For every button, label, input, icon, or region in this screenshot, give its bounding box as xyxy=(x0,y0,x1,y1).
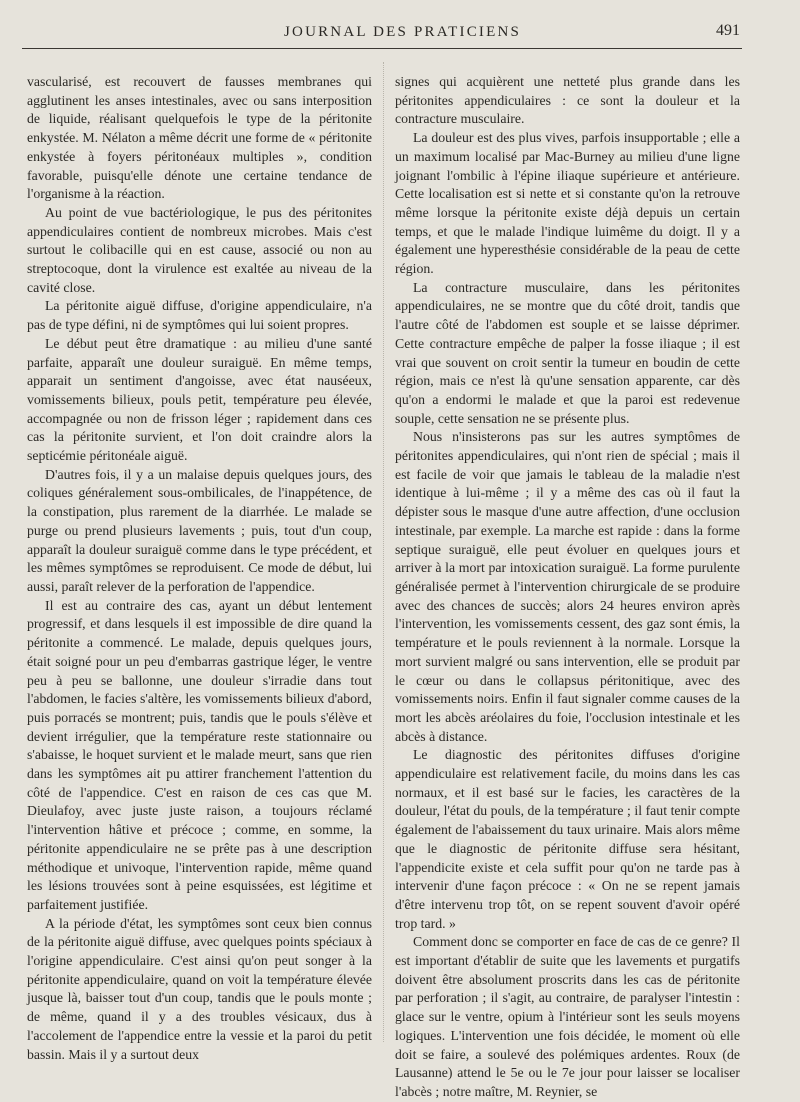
running-head xyxy=(22,18,742,49)
paragraph: La péritonite aiguë diffuse, d'origine appendiculaire, n'a pas de type défini, ni de symptômes qui lui soient propres. xyxy=(27,298,372,333)
paragraph: La douleur est des plus vives, parfois insupportable ; elle a un maximum localisé par Mac-Burney au milieu d'une ligne joignant l'ombilic à l'épine iliaque supérieure et antérieure. Cette localisation est si nette et si constante qu'on la retrouve même lorsque la péritonite existe déjà depuis un certain temps, et que le malade l'indique luimême du doigt. Il y a également une hyperesthésie considérable de la peau de cette région. xyxy=(395,130,740,277)
paragraph: D'autres fois, il y a un malaise depuis quelques jours, des coliques généralement sous-ombilicales, de l'inappétence, de la constipation, plus rarement de la diarrhée. Le malade se purge ou prend plusieurs lavements ; puis, tout d'un coup, apparaît la douleur suraiguë comme dans le type précédent, et les mêmes symptômes se reproduisent. Ce mode de début, lui aussi, paraît relever de la perforation de l'appendice. xyxy=(27,466,372,594)
paragraph: La contracture musculaire, dans les péritonites appendiculaires, ne se montre que du côté droit, tandis que l'autre côté de l'abdomen est souple et se laisse déprimer. Cette contracture empêche de palper la fosse iliaque ; il est vrai que souvent on croit sentir la tumeur en boudin de cette région, mais ce n'est là qu'une sensation apparente, car dès qu'on a endormi le malade et que la paroi est redevenue souple, cette sensation ne se présente plus. xyxy=(395,279,740,426)
journal-title: JOURNAL DES PRATICIENS xyxy=(284,24,522,40)
paragraph: Au point de vue bactériologique, le pus des péritonites appendiculaires contient de nombreux microbes. Mais c'est surtout le colibacille qui en est cause, associé ou non au streptocoque, dont la virulence est exaltée au niveau de la cavité close. xyxy=(27,204,372,295)
paragraph: Il est au contraire des cas, ayant un début lentement progressif, et dans lesquels il est impossible de dire quand la péritonite a commencé. Le malade, depuis quelques jours, était soigné pour un peu d'embarras gastrique léger, le ventre peu à peu se ballonne, une douleur s'irradie dans tout l'abdomen, le facies s'altère, les vomissements bilieux d'abord, puis porracés se montrent; puis, tandis que le pouls s'élève et devient irrégulier, que la température reste stationnaire ou s'abaisse, le hoquet survient et le malade meurt, sans que rien dans les symptômes ait pu attirer franchement l'attention du côté de l'appendice. C'est en raison de ces cas que M. Dieulafoy, avec juste juste raison, a toujours réclamé l'intervention hâtive et précoce ; comme, en somme, la péritonite appendiculaire ne se prête pas à une description méthodique et univoque, l'intervention rapide, même quand les lésions trouvées sont à peine esquissées, est légitime et parfaitement justifiée. xyxy=(27,597,372,912)
column-divider xyxy=(383,62,384,1042)
paragraph: Le début peut être dramatique : au milieu d'une santé parfaite, apparaît une douleur suraiguë. En même temps, apparait un sentiment d'angoisse, avec état nauséeux, vomissements bilieux, pouls petit, température peu élevée, accompagnée ou non de frisson léger ; rapidement dans ces cas la péritonite survient, et l'on doit craindre alors la septicémie péritonéale aiguë. xyxy=(27,335,372,464)
paragraph: Comment donc se comporter en face de cas de ce genre? Il est important d'établir de suite que les lavements et purgatifs doivent être absolument proscrits dans les cas de péritonite par perforation ; il s'agit, au contraire, de paralyser l'intestin : glace sur le ventre, opium à l'intérieur sont les seuls moyens logiques. L'intervention une fois décidée, le moment où elle doit se faire, a soulevé des polémiques ardentes. Roux (de Lausanne) attend le 5e ou le 7e jour pour laisser se localiser l'abcès ; notre maître, M. Reynier, se xyxy=(395,934,740,1099)
right-column xyxy=(395,73,740,1102)
paragraph: Le diagnostic des péritonites diffuses d'origine appendiculaire est relativement facile, du moins dans les cas normaux, et il est basé sur le facies, les caractères de la douleur, l'état du pouls, de la température ; il faut tenir compte également de l'abaissement du taux urinaire. Mais alors même que le diagnostic de péritonite diffuse sera hésitant, l'appendicite existe et cela suffit pour qu'on ne tarde pas à intervenir d'une façon précoce : « On ne se repent jamais d'être intervenu trop tôt, on se repent souvent d'avoir opéré trop tard. » xyxy=(395,747,740,931)
paragraph: A la période d'état, les symptômes sont ceux bien connus de la péritonite aiguë diffuse, avec quelques points spéciaux à l'origine appendiculaire. C'est ainsi qu'on peut songer à la péritonite appendiculaire, quand on voit la température élevée jusque là, baisser tout d'un coup, tandis que le pouls monte ; de même, quand il y a des troubles vésicaux, dus à l'accolement de l'appendice entre la vessie et la paroi du petit bassin. Mais il y a surtout deux xyxy=(27,915,372,1062)
left-column xyxy=(27,73,372,1064)
paragraph: vascularisé, est recouvert de fausses membranes qui agglutinent les anses intestinales, avec ou sans interposition de liquide, réalisant quelquefois le type de la péritonite enkystée. M. Nélaton a même décrit une forme de « péritonite enkystée à foyers péritonéaux multiples », condition favorable, puisqu'elle dénote une certaine tendance de l'organisme à la réaction. xyxy=(27,74,372,202)
paragraph: Nous n'insisterons pas sur les autres symptômes de péritonites appendiculaires, qui n'ont rien de spécial ; mais il est facile de voir que jamais le tableau de la maladie n'est identique à lui-même ; il y a même des cas où il faut la dépister sous le masque d'une autre affection, d'une occlusion intestinale, par exemple. La marche est rapide : dans la forme septique suraiguë, elle peut évoluer en quelques jours et arriver à la mort par intoxication suraiguë. La forme purulente généralisée permet à l'intervention chirurgicale de se produire avec des chances de succès; alors 24 heures environ après l'intervention, les vomissements cessent, des gaz sont émis, la température et le pouls reviennent à la normale. Lorsque la mort survient malgré ou sans intervention, elle se produit par le cœur ou dans le collapsus péritonitique, avec des vomissements noirs. Enfin il faut signaler comme causes de la mort les abcès aréolaires du foie, l'occlusion intestinale et les abcès à distance. xyxy=(395,429,740,744)
page-number: 491 xyxy=(716,22,740,39)
paragraph: signes qui acquièrent une netteté plus grande dans les péritonites appendiculaires : ce sont la douleur et la contracture musculaire. xyxy=(395,74,740,127)
